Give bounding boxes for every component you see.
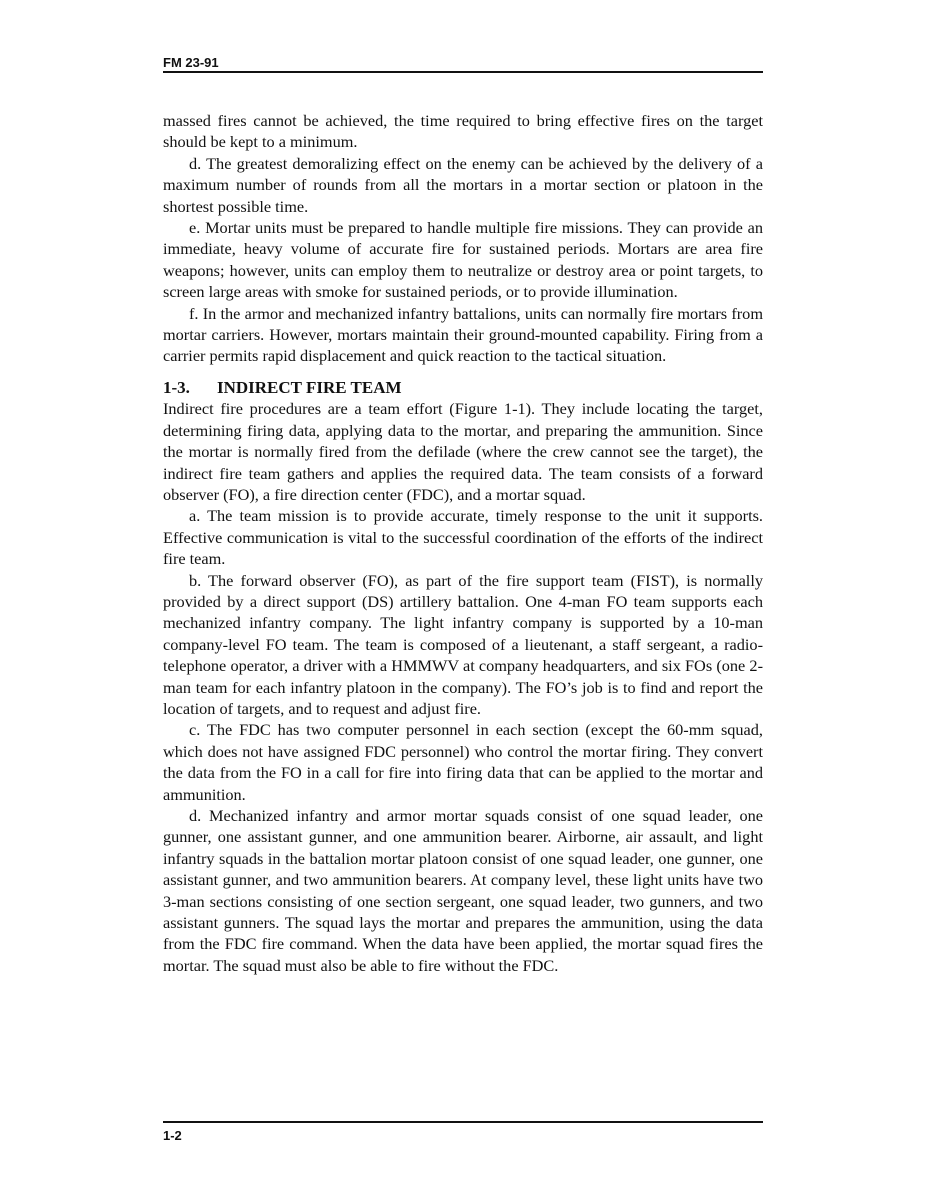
paragraph-d: d. The greatest demoralizing effect on the enemy can be achieved by the delivery of a maximum number of rounds from all the mortars in a mortar section or platoon in the shortest possible time.: [163, 153, 763, 216]
footer-divider: [163, 1121, 763, 1123]
section-paragraph-d: d. Mechanized infantry and armor mortar squads consist of one squad leader, one gunner, one assistant gunner, and one ammunition bearer. Airborne, air assault, and light infantry squads in the battalion mortar platoon consist of one squad leader, one gunner, one assistant gunner, and two ammunition bearers. At company level, these light units have two 3-man sections consisting of one section sergeant, one squad leader, two gunners, and two assistant gunners. The squad lays the mortar and prepares the ammunition, using the data from the FDC fire command. When the data have been applied, the mortar squad fires the mortar. The squad must also be able to fire without the FDC.: [163, 806, 763, 975]
page-body: [163, 110, 763, 976]
running-header: FM 23-91: [163, 55, 219, 70]
section-paragraph-b: b. The forward observer (FO), as part of the fire support team (FIST), is normally provided by a direct support (DS) artillery battalion. One 4-man FO team supports each mechanized infantry company. The light infantry company is supported by a 10-man company-level FO team. The team is composed of a lieutenant, a staff sergeant, a radio-telephone operator, a driver with a HMMWV at company headquarters, and six FOs (one 2-man team for each infantry platoon in the company). The FO’s job is to find and report the location of targets, and to request and adjust fire.: [163, 570, 763, 718]
paragraph-f: f. In the armor and mechanized infantry battalions, units can normally fire mortars from mortar carriers. However, mortars maintain their ground-mounted capability. Firing from a carrier permits rapid displacement and quick reaction to the tactical situation.: [163, 303, 763, 366]
paragraph-continued: massed fires cannot be achieved, the time required to bring effective fires on the target should be kept to a minimum.: [163, 111, 763, 152]
section-heading: [163, 377, 763, 398]
section-paragraph-a: a. The team mission is to provide accurate, timely response to the unit it supports. Effective communication is vital to the successful coordination of the efforts of the indirect fire team.: [163, 506, 763, 569]
section-number: 1-3.: [163, 377, 190, 397]
paragraph-e: e. Mortar units must be prepared to handle multiple fire missions. They can provide an immediate, heavy volume of accurate fire for sustained periods. Mortars are area fire weapons; however, units can employ them to neutralize or destroy area or point targets, to screen large areas with smoke for sustained periods, or to provide illumination.: [163, 218, 763, 302]
section-title: INDIRECT FIRE TEAM: [217, 377, 402, 397]
section-intro: Indirect fire procedures are a team effort (Figure 1-1). They include locating the target, determining firing data, applying data to the mortar, and preparing the ammunition. Since the mortar is normally fired from the defilade (where the crew cannot see the target), the indirect fire team gathers and applies the required data. The team consists of a forward observer (FO), a fire direction center (FDC), and a mortar squad.: [163, 399, 763, 504]
header-divider: [163, 71, 763, 73]
section-paragraph-c: c. The FDC has two computer personnel in each section (except the 60-mm squad, which does not have assigned FDC personnel) who control the mortar firing. They convert the data from the FO in a call for fire into firing data that can be applied to the mortar and ammunition.: [163, 720, 763, 804]
page-number: 1-2: [163, 1128, 182, 1143]
